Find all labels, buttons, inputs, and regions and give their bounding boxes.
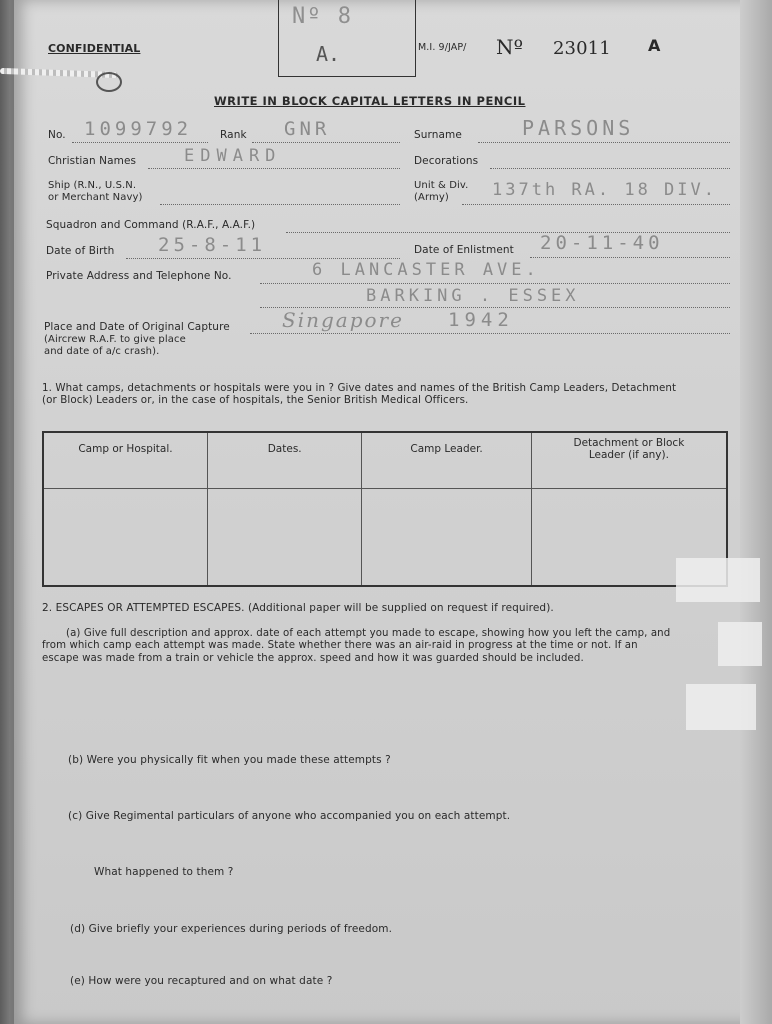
unit-line — [462, 204, 730, 205]
decorations-line — [490, 168, 730, 169]
capture-place-value: Singapore — [282, 308, 404, 332]
camps-table — [42, 431, 728, 587]
question-2c: (c) Give Regimental particulars of anyone who accompanied you on each attempt. — [68, 810, 511, 822]
dob-label: Date of Birth — [46, 245, 115, 257]
form-number: 23011 — [553, 38, 611, 59]
question-2d: (d) Give briefly your experiences during periods of freedom. — [70, 923, 393, 935]
enlistment-label: Date of Enlistment — [414, 244, 514, 256]
dob-line — [126, 258, 400, 259]
ship-label-2: or Merchant Navy) — [48, 192, 143, 203]
address-value-1: 6 LANCASTER AVE. — [312, 260, 540, 280]
surname-value: PARSONS — [522, 116, 635, 140]
capture-year-value: 1942 — [448, 309, 514, 331]
christian-names-line — [148, 168, 400, 169]
tape-patch — [676, 558, 760, 602]
rank-value: GNR — [284, 118, 331, 140]
camps-table-row — [43, 489, 727, 587]
column-dates: Dates. — [207, 432, 361, 489]
unit-label-1: Unit & Div. — [414, 180, 469, 191]
christian-names-value: EDWARD — [184, 146, 282, 166]
tape-patch — [718, 622, 762, 666]
address-label: Private Address and Telephone No. — [46, 270, 232, 282]
surname-line — [478, 142, 730, 143]
rank-label: Rank — [220, 129, 247, 141]
question-2a-line-2: from which camp each attempt was made. State whether there was an air-raid in progress at the time or not. If an — [42, 640, 638, 651]
form-series: A — [648, 36, 661, 55]
number-label: Nº — [496, 35, 524, 59]
christian-names-label: Christian Names — [48, 155, 137, 167]
question-2e: (e) How were you recaptured and on what date ? — [70, 975, 333, 987]
enlistment-line — [530, 257, 730, 258]
ship-label-1: Ship (R.N., U.S.N. — [48, 180, 137, 191]
service-number-value: 1099792 — [84, 118, 193, 140]
question-2a-line-1: (a) Give full description and approx. date of each attempt you made to escape, showing how you left the camp, and — [66, 628, 671, 639]
question-2c-follow-up: What happened to them ? — [94, 866, 234, 878]
no-label: No. — [48, 129, 66, 141]
confidential-label: CONFIDENTIAL — [48, 42, 141, 55]
surname-label: Surname — [414, 129, 462, 141]
punch-hole — [96, 72, 122, 92]
box-line-2: A. — [316, 42, 341, 66]
address-line-1 — [260, 283, 730, 284]
table-cell — [43, 489, 207, 587]
page-right-edge — [740, 0, 772, 1024]
box-line-1: Nº 8 — [292, 4, 353, 29]
no-line — [72, 142, 208, 143]
question-2a-line-3: escape was made from a train or vehicle the approx. speed and how it was guarded should be included. — [42, 653, 584, 664]
table-cell — [362, 489, 531, 587]
table-cell — [207, 489, 361, 587]
column-camp-leader: Camp Leader. — [362, 432, 531, 489]
decorations-label: Decorations — [414, 155, 479, 167]
tape-patch — [686, 684, 756, 730]
unit-label-2: (Army) — [414, 192, 449, 203]
question-2-heading: 2. ESCAPES OR ATTEMPTED ESCAPES. (Additional paper will be supplied on request if required). — [42, 602, 554, 614]
dob-value: 25-8-11 — [158, 234, 267, 256]
camps-table-header — [43, 432, 727, 489]
column-detachment-leader: Detachment or Block Leader (if any). — [531, 432, 727, 489]
ship-line — [160, 204, 400, 205]
question-2b: (b) Were you physically fit when you made these attempts ? — [68, 754, 391, 766]
question-1-line-2: (or Block) Leaders or, in the case of hospitals, the Senior British Medical Officers. — [42, 394, 469, 406]
capture-label-2: (Aircrew R.A.F. to give place — [44, 334, 186, 345]
capture-label-1: Place and Date of Original Capture — [44, 321, 230, 333]
address-value-2: BARKING . ESSEX — [366, 286, 580, 306]
capture-line — [250, 333, 730, 334]
question-1-line-1: 1. What camps, detachments or hospitals were you in ? Give dates and names of the British Camp Leaders, Detachment — [42, 382, 677, 394]
rank-line — [252, 142, 400, 143]
squadron-label: Squadron and Command (R.A.F., A.A.F.) — [46, 219, 256, 231]
column-camp-or-hospital: Camp or Hospital. — [43, 432, 207, 489]
enlistment-value: 20-11-40 — [540, 232, 664, 254]
block-capitals-instruction: WRITE IN BLOCK CAPITAL LETTERS IN PENCIL — [214, 94, 526, 108]
ref-code: M.I. 9/JAP/ — [418, 42, 467, 53]
capture-label-3: and date of a/c crash). — [44, 346, 160, 357]
unit-value: 137th RA. 18 DIV. — [492, 180, 717, 200]
